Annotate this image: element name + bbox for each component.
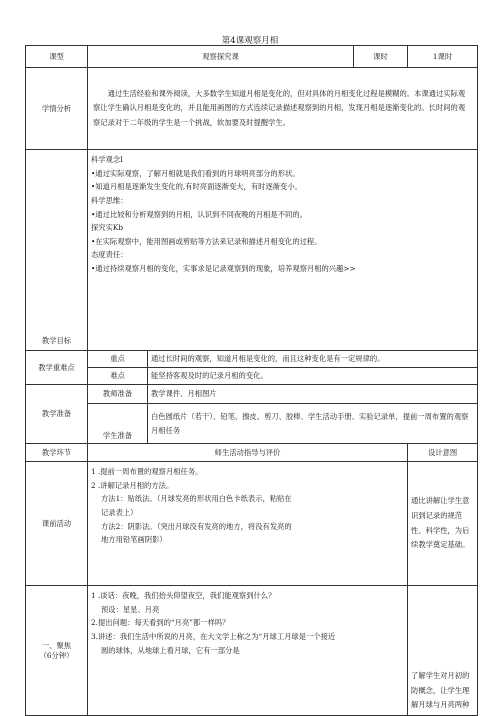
student-prep-row xyxy=(26,404,478,444)
focus-text: 通过长时间的观察，知道月相是变化的，而且这种变化是有一定规律的。 xyxy=(148,351,478,368)
teacher-prep-row xyxy=(26,385,478,404)
student-prep-label: 学生准备 xyxy=(88,404,148,444)
goals-content xyxy=(88,150,478,351)
focus-label: 重点 xyxy=(88,351,148,368)
goal-line: •在实际观察中，能用图画或剪贴等方法来记录和描述月相变化的过程。 xyxy=(91,236,322,246)
goal-line: 科学观念I xyxy=(91,155,124,165)
difficulty-label: 难点 xyxy=(88,368,148,385)
goal-line: 科学思维： xyxy=(91,196,128,206)
lesson-type-value: 观察探究课 xyxy=(88,46,354,68)
activity-line: 2 .讲解记录月相的方法。 xyxy=(91,480,174,490)
focus-section-label-cell xyxy=(26,586,88,716)
analysis-row xyxy=(26,68,478,150)
goal-line: 态度责任： xyxy=(91,250,128,260)
difficulty-text: 能坚持客观及时的记录月相的变化。 xyxy=(148,368,478,385)
goals-row xyxy=(26,150,478,351)
activity-line: 1 .提前一周布置的观察月相任务。 xyxy=(91,467,203,477)
activity-line: 记录表上） xyxy=(101,508,138,518)
activity-line: 预设：星星、月亮 xyxy=(101,604,160,614)
activity-line: 方法2：阴影法。（突出月球没有发亮的地方，将没有发亮的 xyxy=(101,521,292,531)
pre-class-row xyxy=(26,462,478,586)
focus-section-content xyxy=(88,586,408,716)
goal-line: •知道月相是逐渐发生变化的,有时亮面逐渐变大，有时逐渐变小。 xyxy=(91,182,302,192)
pre-class-label: 课前活动 xyxy=(26,462,88,586)
focus-section-label: 一、聚焦 xyxy=(41,640,72,650)
lesson-type-label: 课型 xyxy=(26,46,88,68)
focus-section-row xyxy=(26,586,478,716)
student-prep-text: 白色圆纸片（若干）、铅笔、擦皮、剪刀、胶棒、学生活动手册、实验记录单，提前一周布置的观察月相任务 xyxy=(148,404,478,444)
step-column-header: 教学环节 xyxy=(26,444,88,462)
intent-column-header: 设计意图 xyxy=(408,444,478,462)
teacher-prep-text: 教学课件、月相图片 xyxy=(148,385,478,404)
activity-line: 2.提出问题：每天看到的“月亮”都一样吗？ xyxy=(91,618,230,628)
activity-line: 1 .谈话：夜晚，我们抬头仰望夜空，我们能观察到什么？ xyxy=(91,591,276,601)
focus-section-intent: 了解学生对月初的防概念，让学生理解月球与月亮两种 xyxy=(408,586,478,716)
goal-line: •通过比较和分析观察到的月相，认识到不同夜晚的月相是不同的。 xyxy=(91,209,307,219)
activity-line: 方法1：贴纸法。（月球发亮的形状用白色卡纸表示，粘贴在 xyxy=(101,494,292,504)
activity-line: 3.讲述：我们生活中所说的月亮，在大文学上称之为“月球工月球是一个接近 xyxy=(91,632,336,642)
analysis-label: 学情分析 xyxy=(26,68,88,150)
class-hours-label: 课时 xyxy=(354,46,408,68)
pre-class-intent: 通比讲解让学生意识到记录的规范性、科学性，为后续教学奠定基础。 xyxy=(408,462,478,586)
goal-line: •通过实际观察，了解月相就是我们看到的月球明亮部分的形状。 xyxy=(91,168,300,178)
activity-column-header: 师生活动指导与评价 xyxy=(88,444,408,462)
activity-line: 地方用铅笔画阴影） xyxy=(101,535,167,545)
pre-class-content xyxy=(88,462,408,586)
goal-line: 探究实Kb xyxy=(91,223,124,233)
keypoints-label: 教学重难点 xyxy=(26,351,88,385)
teacher-prep-label: 教师准备 xyxy=(88,385,148,404)
goals-label: 教学目标 xyxy=(26,150,88,351)
focus-row xyxy=(26,351,478,368)
lesson-type-row xyxy=(26,46,478,68)
class-hours-value: 1课时 xyxy=(408,46,478,68)
analysis-text: 通过生活经验和课外阅读，大多数学生知道月相是变化的，但对具体的月相变化过程是模糊的。本课通过实际观察让学生确认月相是变化的，并且能用画图的方式连续记录描述观察到的月相，发现月相是逐渐变化的。长时间的观察记录对于二年级的学生是一个挑战，软加要及时提醒学生。 xyxy=(93,88,466,127)
activity-line: 圆的球体，从地球上看月球，它有一部分是 xyxy=(101,645,240,655)
goal-line: •通过持续观察月相的变化，实事求是记录观察到的现象，培养观察月相的兴趣>> xyxy=(91,264,356,274)
page-title: 第4课观察月相 xyxy=(221,36,279,46)
lesson-plan-table xyxy=(25,45,478,716)
section-header-row xyxy=(26,444,478,462)
prep-label: 教学准备 xyxy=(26,385,88,444)
focus-section-duration: （6分钟） xyxy=(39,650,74,660)
difficulty-row xyxy=(26,368,478,385)
